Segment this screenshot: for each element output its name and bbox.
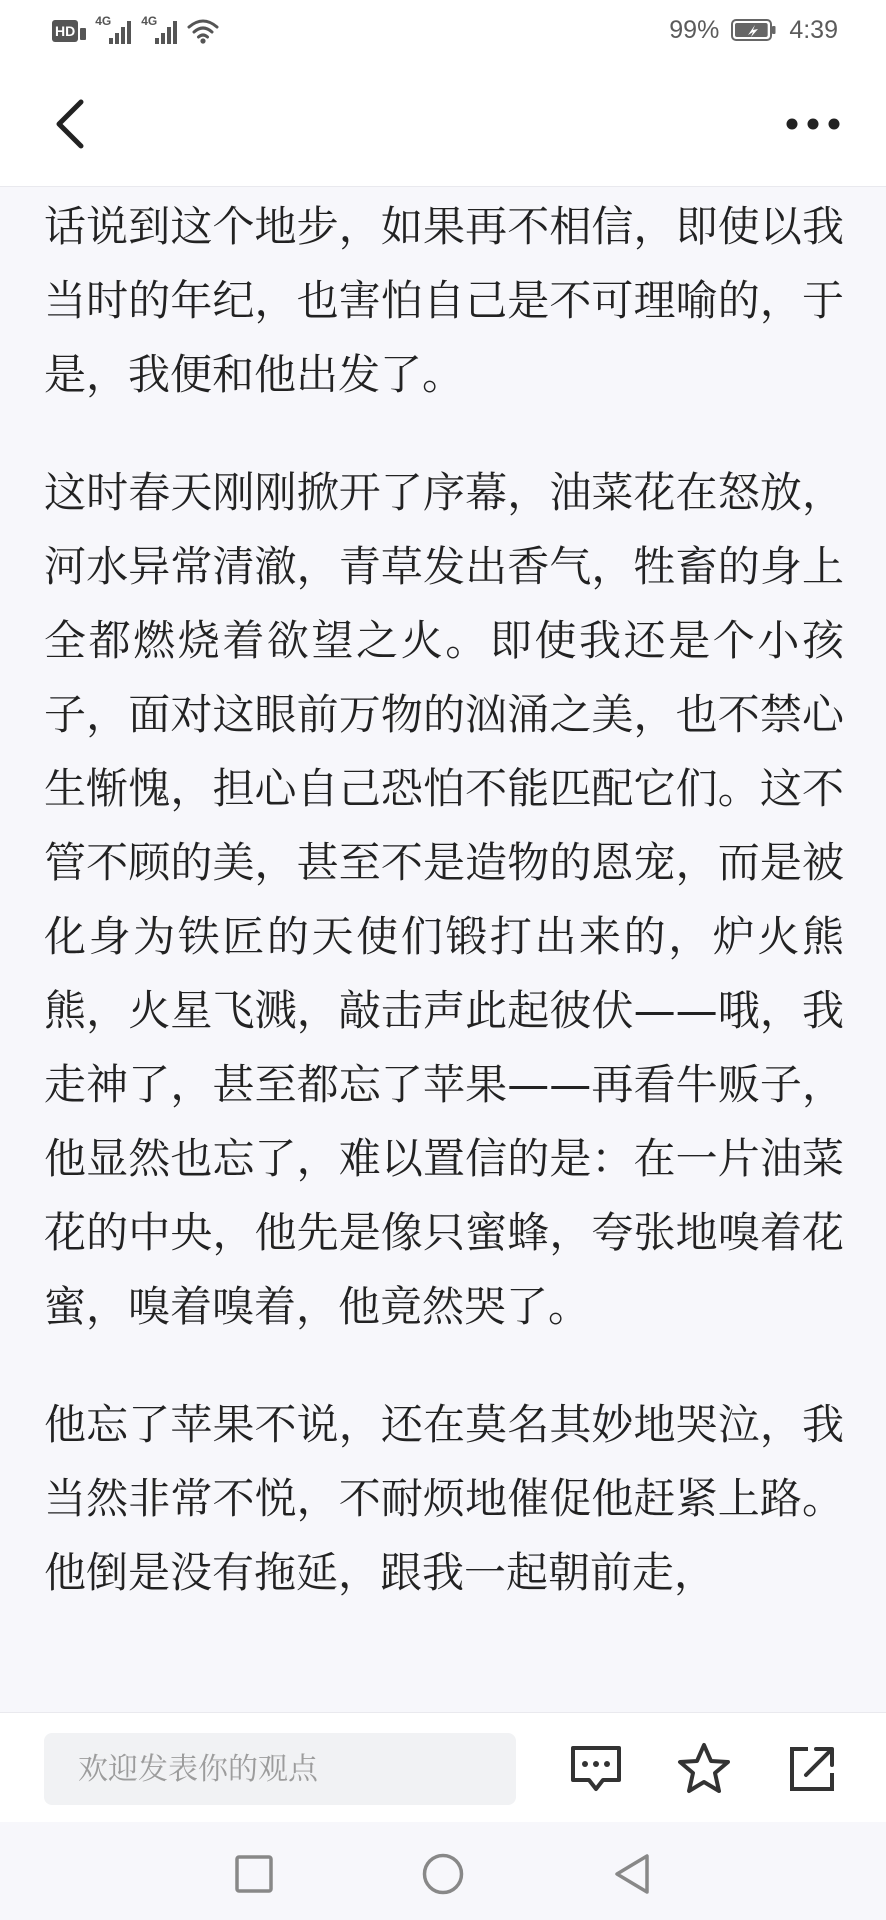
share-icon <box>786 1743 838 1795</box>
circle-icon <box>421 1852 465 1896</box>
more-options-button[interactable] <box>778 96 848 152</box>
comment-bar <box>0 1712 886 1823</box>
comment-icon <box>569 1744 623 1794</box>
signal-icon-2 <box>141 16 179 46</box>
nav-back-button[interactable] <box>603 1846 659 1902</box>
home-button[interactable] <box>415 1846 471 1902</box>
clock: 4:39 <box>789 15 838 44</box>
signal-1-label: 4G <box>95 14 112 28</box>
signal-icon-1 <box>95 16 133 46</box>
share-button[interactable] <box>782 1741 842 1797</box>
hd-icon <box>52 18 87 44</box>
status-right <box>669 12 838 48</box>
article-content <box>44 190 844 1710</box>
favorite-button[interactable] <box>674 1741 734 1797</box>
top-app-bar <box>0 62 886 187</box>
battery-icon <box>731 18 777 42</box>
battery-percent: 99% <box>669 15 720 44</box>
signal-2-label: 4G <box>141 14 158 28</box>
back-button[interactable] <box>42 96 98 152</box>
more-dots-icon <box>785 117 841 131</box>
wifi-icon <box>187 17 219 45</box>
square-icon <box>234 1854 274 1894</box>
comment-button[interactable] <box>566 1741 626 1797</box>
star-icon <box>676 1742 732 1796</box>
system-navigation-bar <box>0 1822 886 1920</box>
triangle-back-icon <box>611 1852 651 1896</box>
status-bar <box>0 0 886 62</box>
chevron-left-icon <box>53 98 87 150</box>
hd-badge: HD <box>52 20 78 42</box>
status-left <box>52 14 219 48</box>
comment-input[interactable] <box>44 1733 516 1805</box>
article-paragraph: 话说到这个地步，如果再不相信，即使以我当时的年纪，也害怕自己是不可理喻的，于是，我便和他出发了。 <box>44 202 844 399</box>
recent-apps-button[interactable] <box>226 1846 282 1902</box>
article-paragraph: 这时春天刚刚掀开了序幕，油菜花在怒放，河水异常清澈，青草发出香气，牲畜的身上全都燃烧着欲望之火。即使我还是个小孩子，面对这眼前万物的汹涌之美，也不禁心生惭愧，担心自己恐怕不能匹配它们。这不管不顾的美，甚至不是造物的恩宠，而是被化身为铁匠的天使们锻打出来的，炉火熊熊，火星飞溅，敲击声此起彼伏——哦，我走神了，甚至都忘了苹果——再看牛贩子，他显然也忘了，难以置信的是：在一片油菜花的中央，他先是像只蜜蜂，夸张地嗅着花蜜，嗅着嗅着，他竟然哭了。 <box>44 468 844 1331</box>
article-paragraph: 他忘了苹果不说，还在莫名其妙地哭泣，我当然非常不悦，不耐烦地催促他赶紧上路。他倒是没有拖延，跟我一起朝前走， <box>44 1400 844 1597</box>
